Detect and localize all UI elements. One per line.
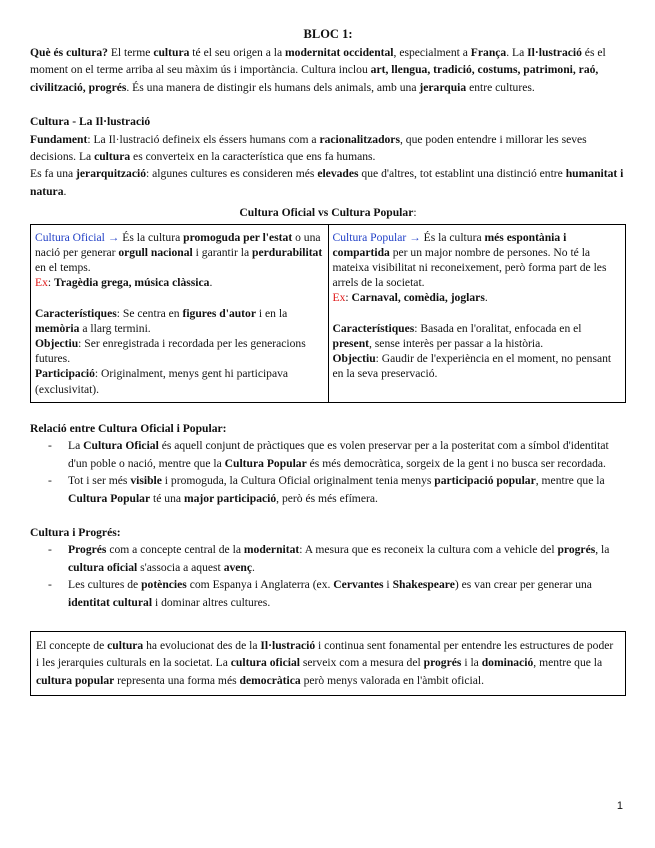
section-heading-relacio: Relació entre Cultura Oficial i Popular: bbox=[30, 421, 227, 435]
summary-box: El concepte de cultura ha evolucionat des de la Il·lustració i continua sent fonamental per entendre les estructures de poder i les jerarquies culturals en la societat. La cultura oficial serveix com a mesura del progrés i la dominació, mentre que la cultura popular representa una forma més democràtica però menys valorada en l'àmbit oficial. bbox=[30, 631, 626, 696]
page-title: BLOC 1: bbox=[303, 27, 353, 41]
section-heading-progres: Cultura i Progrés: bbox=[30, 525, 121, 539]
fundament-paragraph: Fundament: La Il·lustració defineix els éssers humans com a racionalitzadors, que poden entendre i millorar les seves decisions. La cultura es converteix en la característica que ens fa humans. bbox=[30, 132, 587, 164]
page-number: 1 bbox=[616, 800, 623, 812]
comparison-table bbox=[30, 224, 626, 403]
cultura-popular-term: Cultura Popular bbox=[332, 230, 407, 244]
jerarquitzacio-paragraph: Es fa una jerarquització: algunes cultures es consideren més elevades que d'altres, tot establint una distinció entre humanitat i natura. bbox=[30, 167, 624, 198]
progress-list bbox=[30, 541, 626, 611]
list-item: - Tot i ser més visible i promoguda, la Cultura Oficial originalment tenia menys participació popular, mentre que la Cultura Popular té una major participació, però és més efímera. bbox=[68, 472, 626, 507]
list-item: - Progrés com a concepte central de la modernitat: A mesura que es reconeix la cultura com a vehicle del progrés, la cultura oficial s'associa a aquest avenç. bbox=[68, 541, 626, 576]
section-heading-illustracio: Cultura - La Il·lustració bbox=[30, 115, 151, 129]
example-label: Ex bbox=[35, 276, 48, 290]
cultura-oficial-term: Cultura Oficial bbox=[35, 230, 105, 244]
document-page bbox=[30, 26, 626, 696]
relation-list bbox=[30, 437, 626, 507]
example-label: Ex bbox=[332, 291, 346, 305]
comparison-title: Cultura Oficial vs Cultura Popular: bbox=[239, 206, 417, 220]
intro-paragraph: Què és cultura? El terme cultura té el seu origen a la modernitat occidental, especialment a França. La Il·lustració és el moment on el terme arriba al seu màxim ús i importància. Cultura inclou art, llengua, tradició, costums, patrimoni, raó, civilització, progrés. És una manera de distingir els humans dels animals, amb una jerarquia entre cultures. bbox=[30, 46, 606, 94]
cultura-popular-cell: Cultura Popular → És la cultura més espontània i compartida per un major nombre de persones. No té la mateixa visibilitat ni reconeixement, però forma part de les arrels de la societat. Ex: Carnaval, comèdia, joglars. Característiques: Basada en l'oralitat, enfocada en el present, sense interès per passar a la història. Objectiu: Gaudir de l'experiència en el moment, no pensant en la seva preservació. bbox=[328, 224, 626, 402]
cultura-oficial-cell: Cultura Oficial → És la cultura promoguda per l'estat o una nació per generar orgull nacional i garantir la perdurabilitat en el temps. Ex: Tragèdia grega, música clàssica. Característiques: Se centra en figures d'autor i en la memòria a llarg termini. Objectiu: Ser enregistrada i recordada per les generacions futures. Participació: Originalment, menys gent hi participava (exclusivitat). bbox=[31, 224, 329, 402]
list-item: - Les cultures de potències com Espanya i Anglaterra (ex. Cervantes i Shakespeare) es van crear per generar una identitat cultural i dominar altres cultures. bbox=[68, 576, 626, 611]
list-item: - La Cultura Oficial és aquell conjunt de pràctiques que es volen preservar per a la posteritat com a símbol d'identitat d'un poble o nació, mentre que la Cultura Popular és més democràtica, sorgeix de la gent i no busca ser recordada. bbox=[68, 437, 626, 472]
